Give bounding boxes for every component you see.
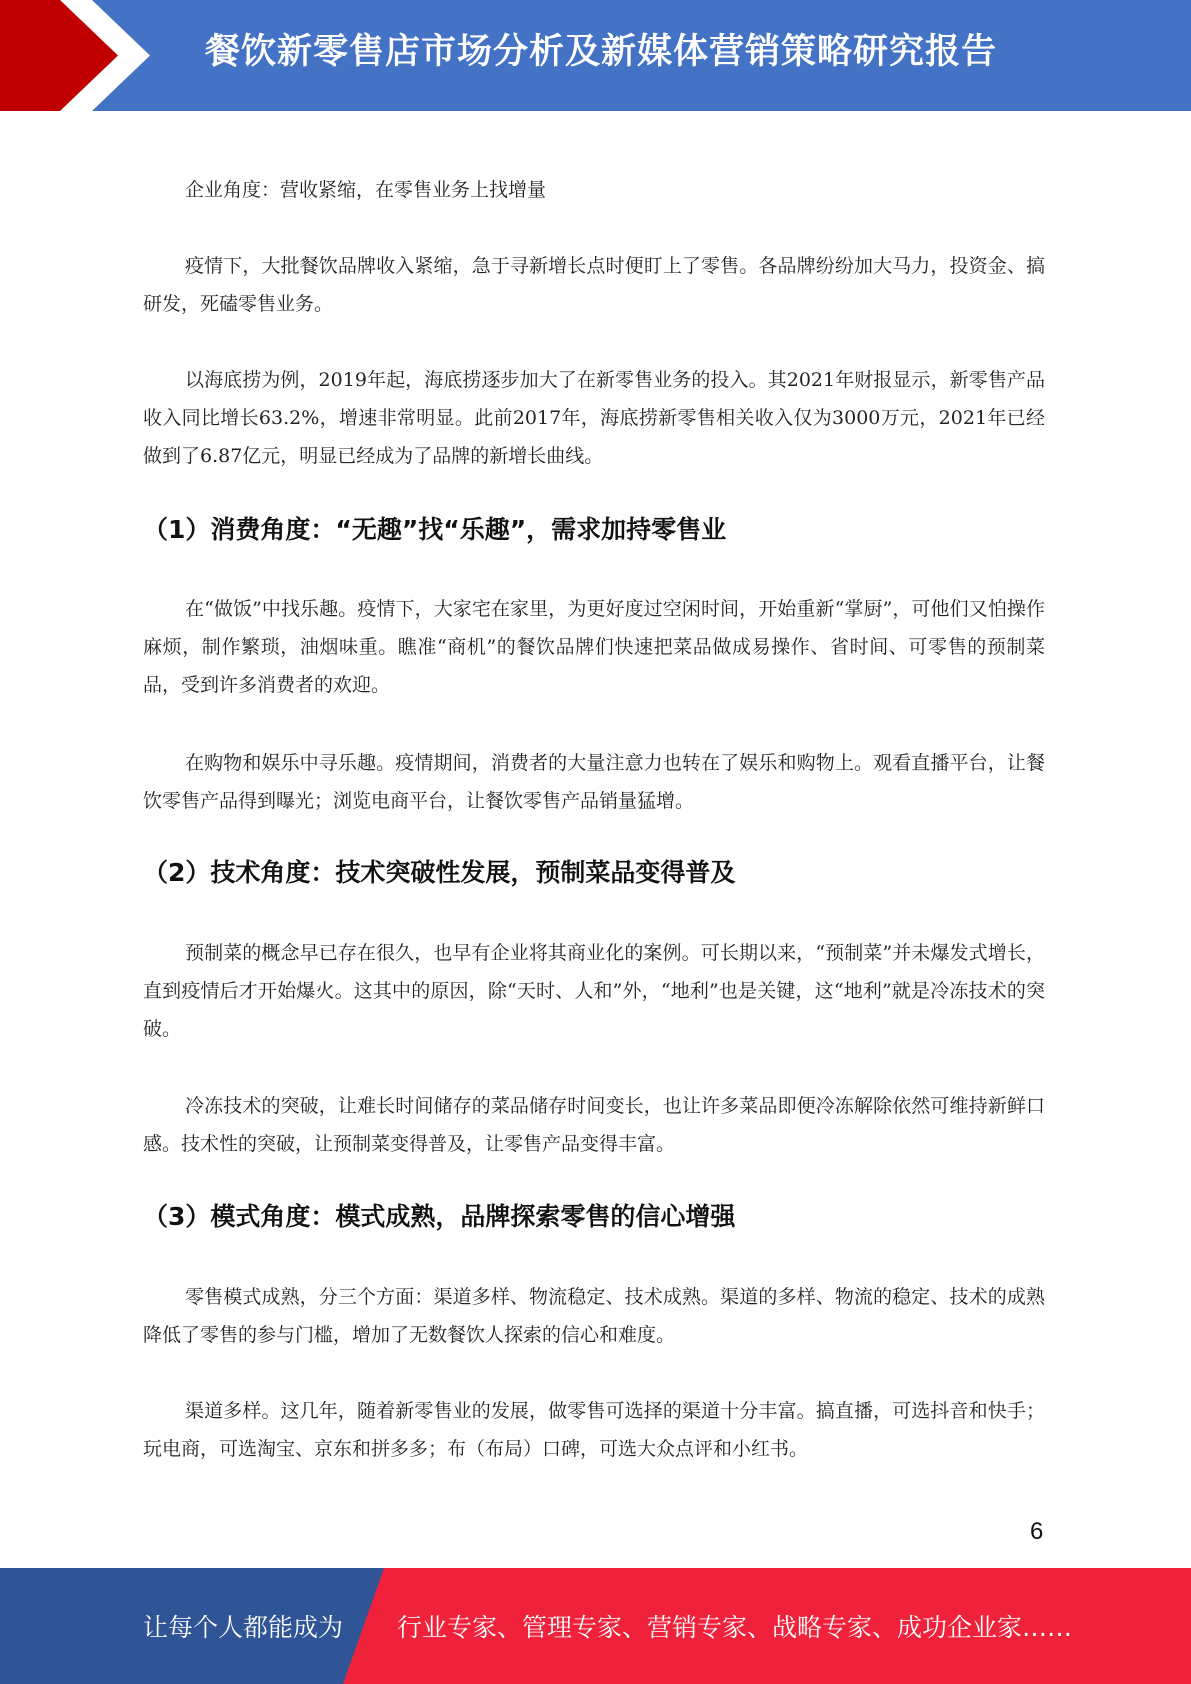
- paragraph-prepared-dishes: 预制菜的概念早已存在很久，也早有企业将其商业化的案例。可长期以来，“预制菜”并未爆发式增长，直到疫情后才开始爆火。这其中的原因，除“天时、人和”外，“地利”也是关键，这“地利”就是冷冻技术的突破。: [143, 942, 1045, 1040]
- report-title: 餐饮新零售店市场分析及新媒体营销策略研究报告: [205, 32, 998, 72]
- footer-slogan-left: 让每个人都能成为: [143, 1613, 344, 1642]
- section-heading-model: （3）模式角度：模式成熟，品牌探索零售的信心增强: [143, 1202, 736, 1231]
- page-footer: [0, 1568, 1191, 1684]
- paragraph-enterprise-angle: 企业角度：营收紧缩，在零售业务上找增量: [185, 179, 547, 201]
- paragraph-channel-diversity: 渠道多样。这几年，随着新零售业的发展，做零售可选择的渠道十分丰富。搞直播，可选抖音和快手；玩电商，可选淘宝、京东和拼多多；布（布局）口碑，可选大众点评和小红书。: [143, 1400, 1045, 1460]
- section-heading-consumption: （1）消费角度：“无趣”找“乐趣”，需求加持零售业: [143, 515, 727, 544]
- paragraph-haidilao-example: 以海底捞为例，2019年起，海底捞逐步加大了在新零售业务的投入。其2021年财报显示，新零售产品收入同比增长63.2%，增速非常明显。此前2017年，海底捞新零售相关收入仅为3000万元，2021年已经做到了6.87亿元，明显已经成为了品牌的新增长曲线。: [143, 369, 1045, 467]
- paragraph-cooking-fun: 在“做饭”中找乐趣。疫情下，大家宅在家里，为更好度过空闲时间，开始重新“掌厨”，可他们又怕操作麻烦，制作繁琐，油烟味重。瞧准“商机”的餐饮品牌们快速把菜品做成易操作、省时间、可零售的预制菜品，受到许多消费者的欢迎。: [143, 598, 1045, 696]
- paragraph-retail-model: 零售模式成熟，分三个方面：渠道多样、物流稳定、技术成熟。渠道的多样、物流的稳定、技术的成熟降低了零售的参与门槛，增加了无数餐饮人探索的信心和难度。: [143, 1286, 1045, 1346]
- page-header: [0, 0, 1191, 111]
- page-number: 6: [1030, 1518, 1044, 1545]
- section-heading-technology: （2）技术角度：技术突破性发展，预制菜品变得普及: [143, 858, 736, 887]
- footer-slogan-right: 行业专家、管理专家、营销专家、战略专家、成功企业家……: [397, 1613, 1073, 1642]
- paragraph-shopping-fun: 在购物和娱乐中寻乐趣。疫情期间，消费者的大量注意力也转在了娱乐和购物上。观看直播平台，让餐饮零售产品得到曝光；浏览电商平台，让餐饮零售产品销量猛增。: [143, 752, 1045, 812]
- paragraph-epidemic-retail: 疫情下，大批餐饮品牌收入紧缩，急于寻新增长点时便盯上了零售。各品牌纷纷加大马力，投资金、搞研发，死磕零售业务。: [143, 255, 1045, 315]
- paragraph-freezing-tech: 冷冻技术的突破，让难长时间储存的菜品储存时间变长，也让许多菜品即便冷冻解除依然可维持新鲜口感。技术性的突破，让预制菜变得普及，让零售产品变得丰富。: [143, 1095, 1045, 1155]
